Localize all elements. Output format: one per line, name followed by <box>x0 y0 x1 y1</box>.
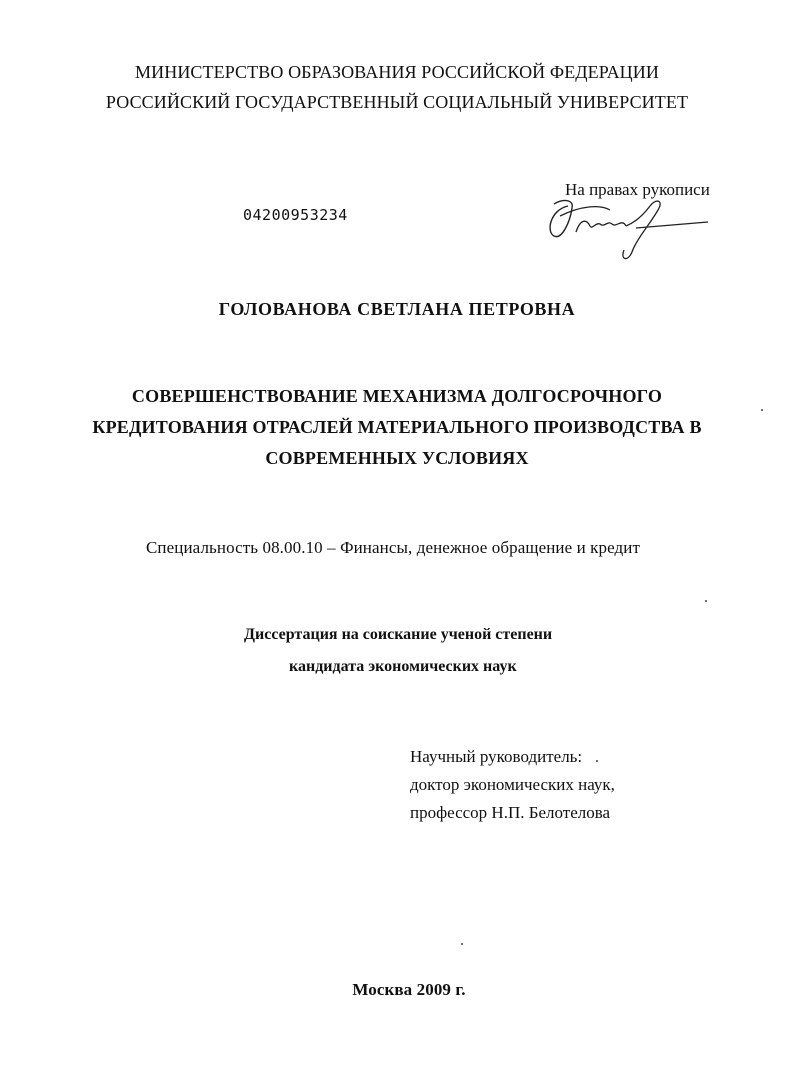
title-line-3: СОВРЕМЕННЫХ УСЛОВИЯХ <box>265 448 529 468</box>
title-line-2: КРЕДИТОВАНИЯ ОТРАСЛЕЙ МАТЕРИАЛЬНОГО ПРОИЗВОДСТВА В <box>92 417 702 437</box>
degree-line-2: кандидата экономических наук <box>289 658 517 675</box>
scan-speck <box>705 600 707 602</box>
scan-speck <box>761 409 763 411</box>
manuscript-note: На правах рукописи <box>565 180 710 199</box>
degree-line-1: Диссертация на соискание ученой степени <box>244 626 553 643</box>
author-name: ГОЛОВАНОВА СВЕТЛАНА ПЕТРОВНА <box>218 299 576 319</box>
supervisor-degree: доктор экономических наук, <box>410 775 615 794</box>
scan-speck <box>461 943 463 945</box>
catalog-number: 04200953234 <box>243 206 348 224</box>
specialty-line: Специальность 08.00.10 – Финансы, денежное обращение и кредит <box>145 538 641 557</box>
supervisor-label: Научный руководитель: <box>410 747 583 766</box>
title-line-1: СОВЕРШЕНСТВОВАНИЕ МЕХАНИЗМА ДОЛГОСРОЧНОГО <box>131 386 663 406</box>
ministry-heading: МИНИСТЕРСТВО ОБРАЗОВАНИЯ РОССИЙСКОЙ ФЕДЕРАЦИИ <box>135 62 659 82</box>
signature-icon <box>540 192 720 264</box>
place-and-year: Москва 2009 г. <box>352 980 466 999</box>
supervisor-name: профессор Н.П. Белотелова <box>410 803 611 822</box>
scan-speck <box>596 760 598 762</box>
university-heading: РОССИЙСКИЙ ГОСУДАРСТВЕННЫЙ СОЦИАЛЬНЫЙ УНИВЕРСИТЕТ <box>105 92 689 112</box>
